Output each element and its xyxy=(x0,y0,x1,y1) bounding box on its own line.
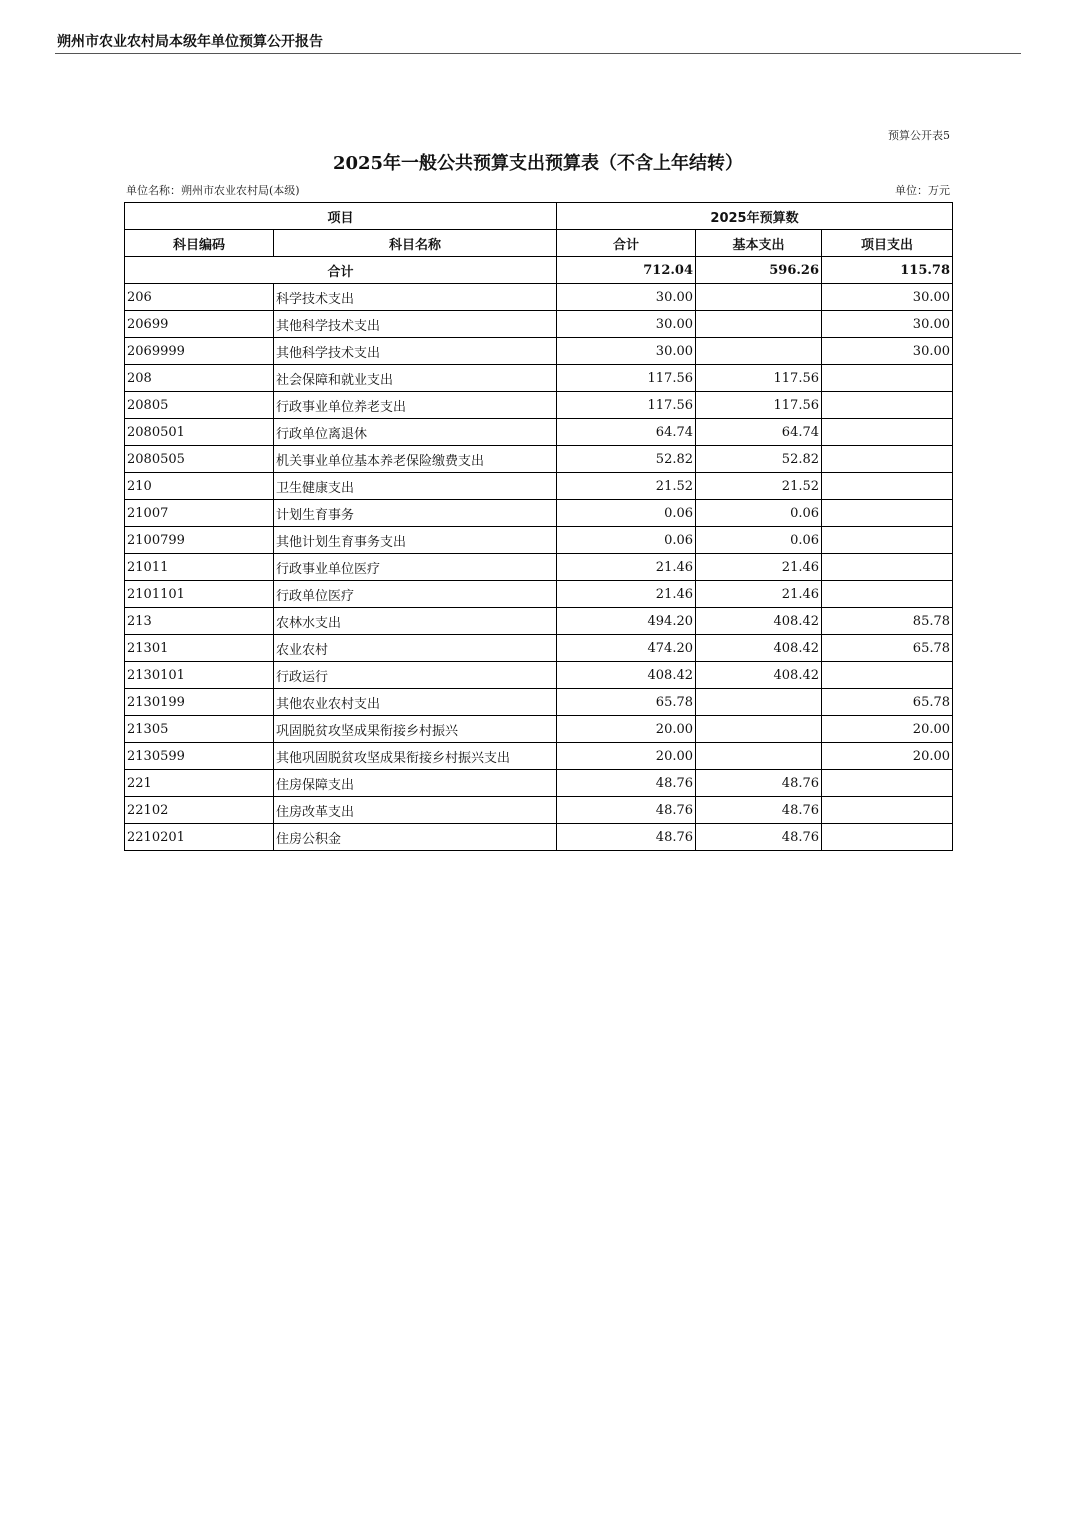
cell-project: 65.78 xyxy=(822,689,953,716)
col-header-project-exp: 项目支出 xyxy=(822,230,953,257)
table-row xyxy=(125,824,953,851)
cell-code: 20805 xyxy=(125,392,274,419)
cell-total: 0.06 xyxy=(557,500,696,527)
cell-project xyxy=(822,527,953,554)
cell-basic: 408.42 xyxy=(696,635,822,662)
table-row xyxy=(125,554,953,581)
total-label: 合计 xyxy=(125,257,557,284)
cell-code: 213 xyxy=(125,608,274,635)
cell-code: 2130101 xyxy=(125,662,274,689)
cell-name: 行政运行 xyxy=(274,662,557,689)
cell-basic: 21.52 xyxy=(696,473,822,500)
table-row xyxy=(125,392,953,419)
cell-code: 21301 xyxy=(125,635,274,662)
col-header-project: 项目 xyxy=(125,203,557,230)
table-row xyxy=(125,473,953,500)
col-header-code: 科目编码 xyxy=(125,230,274,257)
budget-table xyxy=(124,202,953,851)
cell-name: 其他计划生育事务支出 xyxy=(274,527,557,554)
cell-basic: 48.76 xyxy=(696,824,822,851)
cell-project xyxy=(822,419,953,446)
cell-code: 22102 xyxy=(125,797,274,824)
cell-basic: 0.06 xyxy=(696,527,822,554)
cell-total: 494.20 xyxy=(557,608,696,635)
cell-basic: 48.76 xyxy=(696,770,822,797)
cell-name: 农业农村 xyxy=(274,635,557,662)
page-title: 2025年一般公共预算支出预算表（不含上年结转） xyxy=(332,153,744,174)
cell-code: 2210201 xyxy=(125,824,274,851)
cell-total: 117.56 xyxy=(557,365,696,392)
cell-project: 30.00 xyxy=(822,338,953,365)
cell-name: 住房公积金 xyxy=(274,824,557,851)
cell-project xyxy=(822,365,953,392)
cell-project xyxy=(822,770,953,797)
cell-name: 科学技术支出 xyxy=(274,284,557,311)
cell-basic: 0.06 xyxy=(696,500,822,527)
col-header-name: 科目名称 xyxy=(274,230,557,257)
cell-code: 2080501 xyxy=(125,419,274,446)
cell-code: 210 xyxy=(125,473,274,500)
table-row xyxy=(125,608,953,635)
cell-project xyxy=(822,500,953,527)
cell-total: 21.46 xyxy=(557,554,696,581)
cell-name: 其他科学技术支出 xyxy=(274,338,557,365)
cell-basic: 117.56 xyxy=(696,365,822,392)
cell-total: 408.42 xyxy=(557,662,696,689)
cell-basic: 408.42 xyxy=(696,608,822,635)
cell-code: 2069999 xyxy=(125,338,274,365)
cell-code: 221 xyxy=(125,770,274,797)
header-row-1 xyxy=(125,203,953,230)
cell-code: 21007 xyxy=(125,500,274,527)
table-row xyxy=(125,662,953,689)
cell-name: 社会保障和就业支出 xyxy=(274,365,557,392)
table-row xyxy=(125,500,953,527)
cell-total: 117.56 xyxy=(557,392,696,419)
cell-project xyxy=(822,392,953,419)
cell-code: 21305 xyxy=(125,716,274,743)
cell-total: 48.76 xyxy=(557,824,696,851)
cell-total: 0.06 xyxy=(557,527,696,554)
cell-code: 2130599 xyxy=(125,743,274,770)
cell-project: 20.00 xyxy=(822,716,953,743)
col-header-total: 合计 xyxy=(557,230,696,257)
cell-project xyxy=(822,446,953,473)
col-header-budget: 2025年预算数 xyxy=(557,203,953,230)
cell-project xyxy=(822,797,953,824)
cell-total: 64.74 xyxy=(557,419,696,446)
total-row xyxy=(125,257,953,284)
cell-total: 30.00 xyxy=(557,338,696,365)
cell-project xyxy=(822,581,953,608)
cell-total: 20.00 xyxy=(557,743,696,770)
cell-name: 其他巩固脱贫攻坚成果衔接乡村振兴支出 xyxy=(274,743,557,770)
cell-name: 行政事业单位养老支出 xyxy=(274,392,557,419)
unit-label: 单位：万元 xyxy=(895,184,950,197)
cell-project: 30.00 xyxy=(822,311,953,338)
header-rule xyxy=(55,53,1021,54)
cell-basic xyxy=(696,689,822,716)
cell-basic: 117.56 xyxy=(696,392,822,419)
cell-total: 48.76 xyxy=(557,797,696,824)
cell-name: 卫生健康支出 xyxy=(274,473,557,500)
cell-name: 住房改革支出 xyxy=(274,797,557,824)
cell-code: 2101101 xyxy=(125,581,274,608)
total-total: 712.04 xyxy=(557,257,696,284)
cell-basic: 64.74 xyxy=(696,419,822,446)
cell-total: 30.00 xyxy=(557,311,696,338)
cell-total: 21.52 xyxy=(557,473,696,500)
cell-name: 行政事业单位医疗 xyxy=(274,554,557,581)
cell-name: 行政单位医疗 xyxy=(274,581,557,608)
table-row xyxy=(125,365,953,392)
table-row xyxy=(125,770,953,797)
running-header: 朔州市农业农村局本级年单位预算公开报告 xyxy=(57,34,323,50)
cell-code: 2080505 xyxy=(125,446,274,473)
unit-name: 单位名称：朔州市农业农村局(本级) xyxy=(126,184,300,197)
cell-name: 行政单位离退休 xyxy=(274,419,557,446)
cell-basic xyxy=(696,338,822,365)
total-project: 115.78 xyxy=(822,257,953,284)
header-row-2 xyxy=(125,230,953,257)
cell-project: 65.78 xyxy=(822,635,953,662)
table-id: 预算公开表5 xyxy=(888,129,950,142)
cell-total: 21.46 xyxy=(557,581,696,608)
cell-name: 巩固脱贫攻坚成果衔接乡村振兴 xyxy=(274,716,557,743)
cell-total: 48.76 xyxy=(557,770,696,797)
cell-total: 52.82 xyxy=(557,446,696,473)
cell-code: 20699 xyxy=(125,311,274,338)
table-row xyxy=(125,581,953,608)
table-row xyxy=(125,446,953,473)
cell-code: 21011 xyxy=(125,554,274,581)
cell-project: 30.00 xyxy=(822,284,953,311)
cell-project: 85.78 xyxy=(822,608,953,635)
cell-total: 30.00 xyxy=(557,284,696,311)
cell-code: 206 xyxy=(125,284,274,311)
table-row xyxy=(125,527,953,554)
cell-basic xyxy=(696,716,822,743)
cell-project xyxy=(822,473,953,500)
cell-total: 20.00 xyxy=(557,716,696,743)
table-row xyxy=(125,689,953,716)
cell-total: 65.78 xyxy=(557,689,696,716)
cell-code: 2130199 xyxy=(125,689,274,716)
cell-project xyxy=(822,554,953,581)
cell-name: 计划生育事务 xyxy=(274,500,557,527)
cell-basic xyxy=(696,743,822,770)
cell-basic: 21.46 xyxy=(696,581,822,608)
table-row xyxy=(125,419,953,446)
total-basic: 596.26 xyxy=(696,257,822,284)
cell-basic: 52.82 xyxy=(696,446,822,473)
table-row xyxy=(125,311,953,338)
cell-name: 其他科学技术支出 xyxy=(274,311,557,338)
cell-name: 农林水支出 xyxy=(274,608,557,635)
cell-basic: 48.76 xyxy=(696,797,822,824)
cell-basic xyxy=(696,311,822,338)
cell-code: 208 xyxy=(125,365,274,392)
table-row xyxy=(125,743,953,770)
cell-basic: 408.42 xyxy=(696,662,822,689)
table-row xyxy=(125,338,953,365)
cell-code: 2100799 xyxy=(125,527,274,554)
table-row xyxy=(125,284,953,311)
cell-total: 474.20 xyxy=(557,635,696,662)
table-row xyxy=(125,716,953,743)
cell-project xyxy=(822,824,953,851)
cell-name: 其他农业农村支出 xyxy=(274,689,557,716)
cell-project xyxy=(822,662,953,689)
cell-project: 20.00 xyxy=(822,743,953,770)
col-header-basic: 基本支出 xyxy=(696,230,822,257)
table-row xyxy=(125,797,953,824)
cell-basic xyxy=(696,284,822,311)
table-row xyxy=(125,635,953,662)
cell-basic: 21.46 xyxy=(696,554,822,581)
cell-name: 机关事业单位基本养老保险缴费支出 xyxy=(274,446,557,473)
cell-name: 住房保障支出 xyxy=(274,770,557,797)
